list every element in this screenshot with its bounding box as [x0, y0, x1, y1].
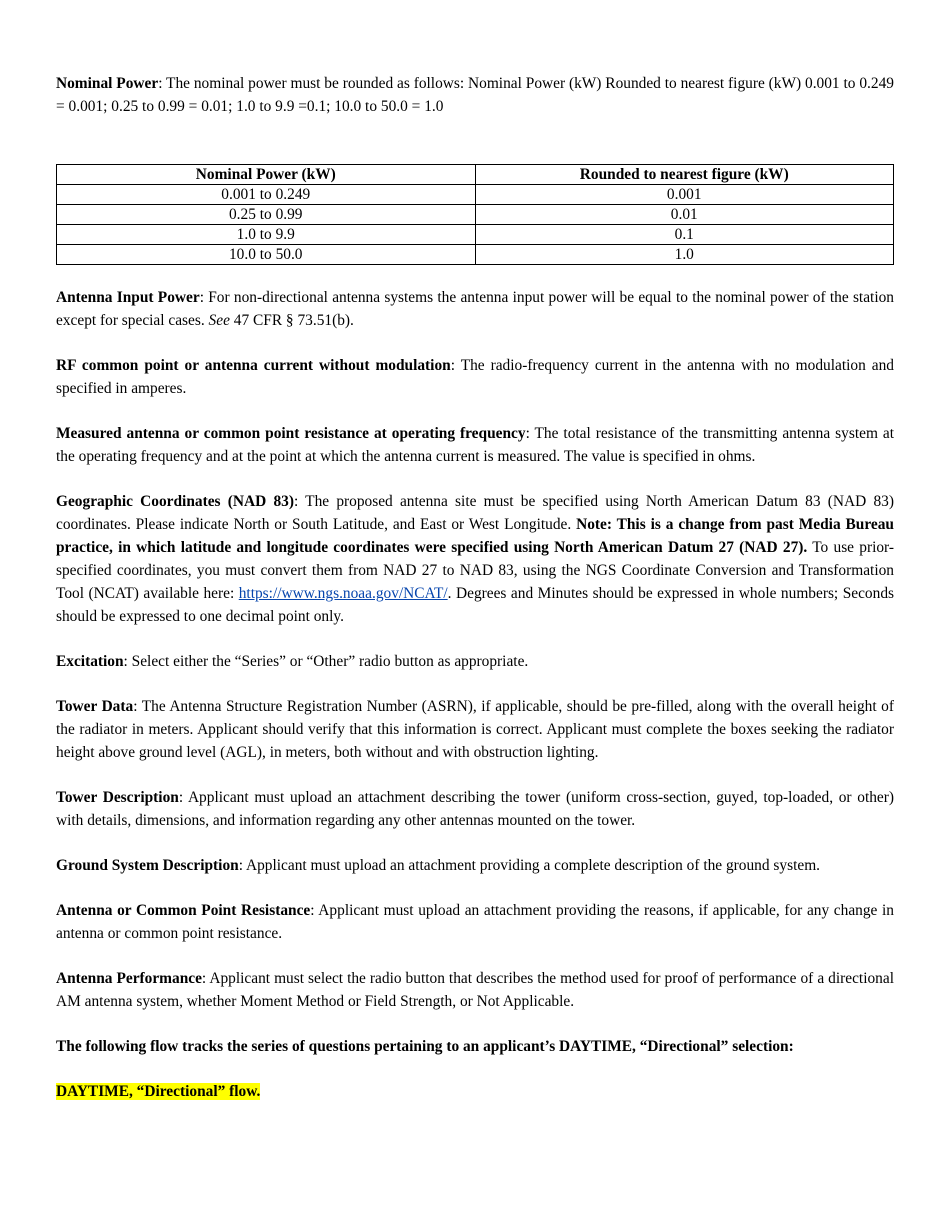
nominal-power-sep: :	[158, 75, 163, 92]
antenna-input-power-term: Antenna Input Power	[56, 289, 200, 306]
excitation-paragraph	[56, 650, 894, 673]
antenna-input-power-paragraph	[56, 286, 894, 332]
header-rounded: Rounded to nearest figure (kW)	[475, 165, 894, 185]
antenna-input-power-text: : For non-directional antenna systems the antenna input power will be equal to the nominal power of the station except for special cases.	[56, 289, 894, 329]
rounding-table	[56, 164, 894, 265]
table-cell: 1.0 to 9.9	[57, 225, 476, 245]
table-cell: 0.1	[475, 225, 894, 245]
flow-heading-paragraph	[56, 1080, 894, 1103]
rf-common-point-term: RF common point or antenna current without modulation	[56, 357, 451, 374]
antenna-performance-term: Antenna Performance	[56, 970, 202, 987]
table-row	[57, 245, 894, 265]
measured-resistance-text: : The total resistance of the transmitting antenna system at the operating frequency and at the point at which the antenna current is measured. The value is specified in ohms.	[56, 425, 894, 465]
excitation-text: : Select either the “Series” or “Other” radio button as appropriate.	[123, 653, 529, 670]
table-cell: 0.25 to 0.99	[57, 205, 476, 225]
antenna-resistance-paragraph	[56, 899, 894, 945]
cfr-citation: 47 CFR § 73.51(b).	[229, 312, 354, 329]
nominal-power-text: The nominal power must be rounded as follows: Nominal Power (kW) Rounded to nearest figure (kW) 0.001 to 0.249 = 0.001; 0.25 to 0.99 = 0.01; 1.0 to 9.9 =0.1; 10.0 to 50.0 = 1.0	[56, 75, 894, 115]
daytime-directional-flow-heading: DAYTIME, “Directional” flow.	[56, 1083, 261, 1100]
geographic-coordinates-text-3: . Degrees and Minutes should be expressed in whole numbers; Seconds should be expressed to one decimal point only.	[56, 585, 895, 625]
geographic-coordinates-paragraph	[56, 490, 894, 628]
table-row	[57, 185, 894, 205]
ground-system-paragraph	[56, 854, 894, 877]
table-cell: 0.001	[475, 185, 894, 205]
tower-data-text: : The Antenna Structure Registration Number (ASRN), if applicable, should be pre-filled, along with the overall height of the radiator in meters. Applicant should verify that this information is correct. Applicant must complete the boxes seeking the radiator height above ground level (AGL), in meters, both without and with obstruction lighting.	[56, 698, 894, 761]
tower-description-paragraph	[56, 786, 894, 832]
table-row	[57, 225, 894, 245]
ground-system-text: : Applicant must upload an attachment providing a complete description of the ground system.	[238, 857, 821, 874]
antenna-performance-text: : Applicant must select the radio button that describes the method used for proof of performance of a directional AM antenna system, whether Moment Method or Field Strength, or Not Applicable.	[56, 970, 894, 1010]
rf-common-point-paragraph	[56, 354, 894, 400]
antenna-resistance-term: Antenna or Common Point Resistance	[56, 902, 311, 919]
antenna-performance-paragraph	[56, 967, 894, 1013]
table-cell: 0.01	[475, 205, 894, 225]
nominal-power-paragraph	[56, 72, 894, 118]
geographic-coordinates-text-2: To use prior-specified coordinates, you must convert them from NAD 27 to NAD 83, using the NGS Coordinate Conversion and Transformation Tool (NCAT) available here:	[56, 539, 894, 602]
table-cell: 0.001 to 0.249	[57, 185, 476, 205]
document-page	[56, 72, 894, 1125]
tower-data-paragraph	[56, 695, 894, 764]
geographic-coordinates-text-1: : The proposed antenna site must be specified using North American Datum 83 (NAD 83) coordinates. Please indicate North or South Latitude, and East or West Longitude.	[56, 493, 894, 533]
ncat-link[interactable]: https://www.ngs.noaa.gov/NCAT/	[238, 585, 448, 602]
ground-system-term: Ground System Description	[56, 857, 239, 874]
measured-resistance-paragraph	[56, 422, 894, 468]
tower-description-term: Tower Description	[56, 789, 179, 806]
table-row	[57, 205, 894, 225]
see-signal: See	[208, 312, 230, 329]
table-header-row	[57, 165, 894, 185]
tower-data-term: Tower Data	[56, 698, 134, 715]
excitation-term: Excitation	[56, 653, 124, 670]
flow-intro-text: The following flow tracks the series of questions pertaining to an applicant’s DAYTIME, “Directional” selection:	[56, 1038, 794, 1055]
tower-description-text: : Applicant must upload an attachment describing the tower (uniform cross-section, guyed, top-loaded, or other) with details, dimensions, and information regarding any other antennas mounted on the tower.	[56, 789, 894, 829]
header-nominal-power: Nominal Power (kW)	[57, 165, 476, 185]
table-cell: 10.0 to 50.0	[57, 245, 476, 265]
rf-common-point-text: : The radio-frequency current in the antenna with no modulation and specified in amperes.	[56, 357, 894, 397]
nad-change-note: Note: This is a change from past Media Bureau practice, in which latitude and longitude coordinates were specified using North American Datum 27 (NAD 27).	[56, 516, 894, 556]
measured-resistance-term: Measured antenna or common point resistance at operating frequency	[56, 425, 526, 442]
table-cell: 1.0	[475, 245, 894, 265]
nominal-power-term: Nominal Power	[56, 75, 159, 92]
geographic-coordinates-term: Geographic Coordinates (NAD 83)	[56, 493, 294, 510]
flow-intro-paragraph	[56, 1035, 894, 1058]
antenna-resistance-text: : Applicant must upload an attachment providing the reasons, if applicable, for any change in antenna or common point resistance.	[56, 902, 894, 942]
